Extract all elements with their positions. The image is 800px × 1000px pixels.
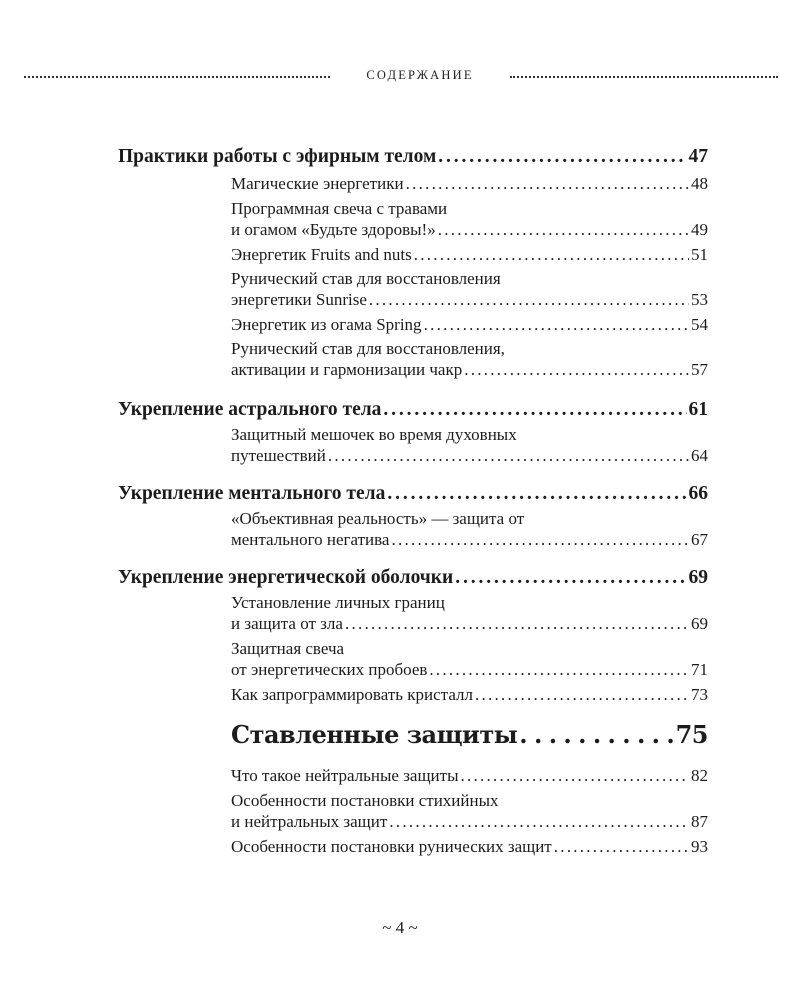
running-header-title: СОДЕРЖАНИЕ: [366, 68, 474, 82]
dot-leader: [461, 766, 689, 786]
toc-entry[interactable]: [231, 245, 708, 265]
toc-page-number: 69: [688, 567, 708, 588]
toc-entry[interactable]: [231, 360, 708, 380]
toc-section-title: Практики работы с эфирным телом: [118, 146, 437, 167]
dot-leader: [438, 146, 686, 168]
toc-entry[interactable]: [231, 766, 708, 786]
dot-leader: [464, 360, 689, 380]
toc-entry-title: Что такое нейтральные защиты: [231, 766, 459, 785]
dot-leader: [345, 614, 689, 634]
toc-page-number: 69: [691, 614, 708, 633]
toc-entry[interactable]: [231, 530, 708, 550]
toc-page-number: 71: [691, 660, 708, 679]
toc-section-title: Укрепление энергетической оболочки: [118, 567, 454, 588]
toc-entry[interactable]: [231, 315, 708, 335]
dot-leader: [383, 399, 686, 421]
toc-section-title: Укрепление астрального тела: [118, 399, 382, 420]
toc-entry-title: ментального негатива: [231, 530, 390, 549]
toc-entry-title-line1[interactable]: Рунический став для восстановления: [231, 269, 501, 288]
toc-page-number: 49: [691, 220, 708, 239]
toc-entry[interactable]: [231, 290, 708, 310]
toc-entry-title: и нейтральных защит: [231, 812, 388, 831]
toc-entry-title-line1[interactable]: Установление личных границ: [231, 593, 445, 612]
dot-leader: [455, 567, 686, 589]
dot-leader: [424, 315, 689, 335]
dot-leader: [389, 812, 689, 832]
toc-entry-title-line1[interactable]: Защитный мешочек во время духовных: [231, 425, 517, 444]
page-number: ~ 4 ~: [382, 918, 418, 937]
toc-entry-title: Энергетик Fruits and nuts: [231, 245, 412, 264]
toc-entry-title: Магические энергетики: [231, 174, 404, 193]
toc-entry-title: Как запрограммировать кристалл: [231, 685, 473, 704]
dot-leader: [369, 290, 689, 310]
dot-leader: [387, 483, 686, 505]
toc-page-number: 51: [691, 245, 708, 264]
toc-entry[interactable]: [231, 446, 708, 466]
dot-leader: [328, 446, 689, 466]
toc-entry[interactable]: [231, 220, 708, 240]
toc-entry[interactable]: [231, 614, 708, 634]
toc-entry-title-line1[interactable]: Защитная свеча: [231, 639, 345, 658]
toc-entry-title-line1[interactable]: Особенности постановки стихийных: [231, 791, 499, 810]
toc-page-number: 53: [691, 290, 708, 309]
dot-leader: [438, 220, 689, 240]
toc-entry-title: Особенности постановки рунических защит: [231, 837, 552, 856]
toc-entry[interactable]: [231, 685, 708, 705]
dot-leader: [475, 685, 689, 705]
toc-entry[interactable]: [231, 174, 708, 194]
toc-page-number: 67: [691, 530, 708, 549]
dot-leader: [429, 660, 689, 680]
toc-page-number: 82: [691, 766, 708, 785]
toc-page-number: 64: [691, 446, 708, 465]
toc-entry[interactable]: [231, 812, 708, 832]
toc-entry-title-line1[interactable]: Программная свеча с травами: [231, 199, 448, 218]
toc-entry[interactable]: [231, 660, 708, 680]
toc-page-number: 61: [688, 399, 708, 420]
toc-entry[interactable]: [231, 837, 708, 857]
toc-section-etheric[interactable]: [118, 146, 708, 168]
toc-page-number: 48: [691, 174, 708, 193]
toc-entry-title: от энергетических пробоев: [231, 660, 428, 679]
toc-page-number: 54: [691, 315, 708, 334]
toc-page-number: 73: [691, 685, 708, 704]
toc-section-energy-shell[interactable]: [118, 567, 708, 589]
toc-part-set-protections[interactable]: [231, 720, 708, 749]
toc-section-title: Укрепление ментального тела: [118, 483, 386, 504]
toc-entry-title: и защита от зла: [231, 614, 343, 633]
toc-entry-title: активации и гармонизации чакр: [231, 360, 463, 379]
dot-leader: [406, 174, 689, 194]
toc-page-number: 66: [688, 483, 708, 504]
toc-entry-title: и огамом «Будьте здоровы!»: [231, 220, 436, 239]
toc-section-mental[interactable]: [118, 483, 708, 505]
dot-leader: [414, 245, 689, 265]
toc-page-number: 93: [691, 837, 708, 856]
toc-page-number: 75: [675, 720, 708, 749]
toc-page-number: 87: [691, 812, 708, 831]
toc-entry-title-line1[interactable]: «Объективная реальность» — защита от: [231, 509, 525, 528]
toc-entry-title: путешествий: [231, 446, 326, 465]
dot-leader: [554, 837, 689, 857]
toc-part-title: Ставленные защиты: [231, 720, 518, 749]
dot-leader: [519, 720, 673, 749]
toc-entry-title-line1[interactable]: Рунический став для восстановления,: [231, 339, 505, 358]
toc-entry-title: Энергетик из огама Spring: [231, 315, 422, 334]
toc-page-number: 57: [691, 360, 708, 379]
dot-leader: [391, 530, 689, 550]
toc-section-astral[interactable]: [118, 399, 708, 421]
toc-page-number: 47: [688, 146, 708, 167]
toc-entry-title: энергетики Sunrise: [231, 290, 367, 309]
